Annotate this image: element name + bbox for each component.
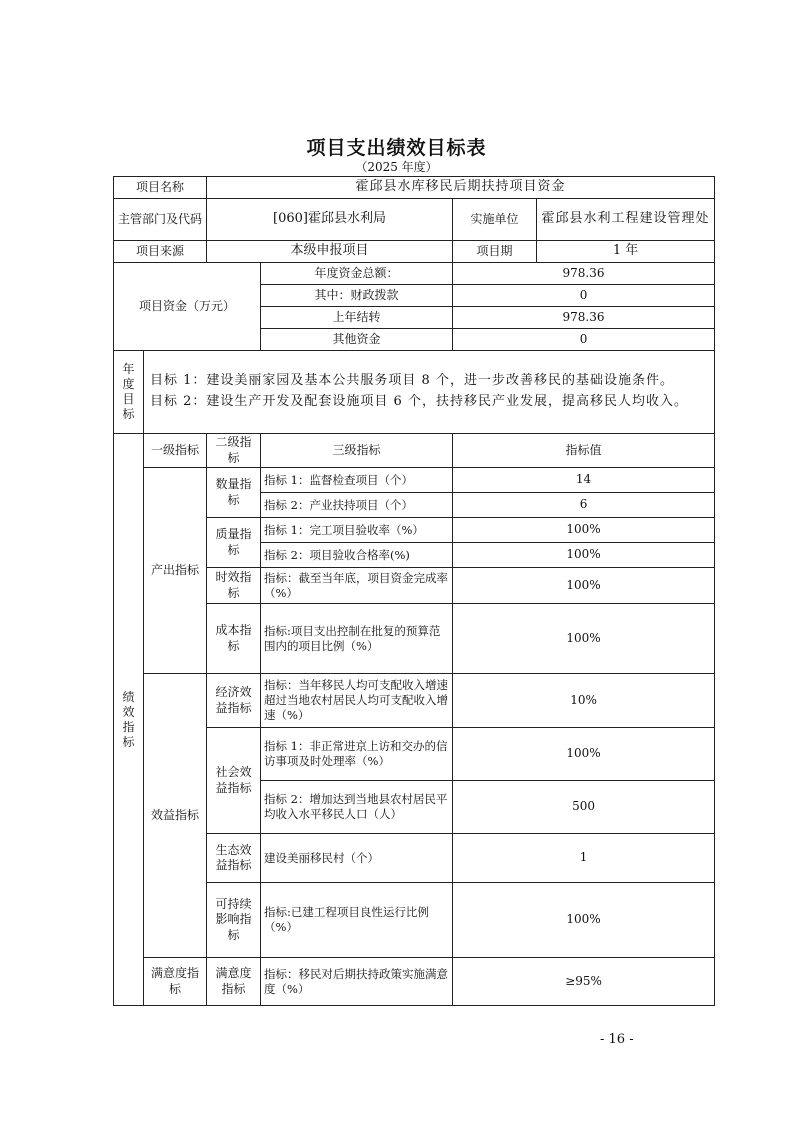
indicator-value: 100% <box>453 883 715 958</box>
funds-row-label: 年度资金总额： <box>261 263 453 285</box>
indicator-text: 指标 1：完工项目验收率（%） <box>261 518 453 543</box>
indicator-value: 6 <box>453 493 715 518</box>
indicator-text: 指标：当年移民人均可支配收入增速超过当地农村居民人均可支配收入增速（%） <box>261 674 453 728</box>
period-value: 1 年 <box>537 241 715 263</box>
header-value: 指标值 <box>453 434 715 468</box>
funds-row-value: 978.36 <box>453 263 715 285</box>
table-row <box>114 351 715 434</box>
indicator-value: 500 <box>453 781 715 834</box>
indicator-value: 1 <box>453 834 715 883</box>
table-row <box>114 263 715 285</box>
indicator-value: ≥95% <box>453 958 715 1006</box>
indicator-text: 指标 1：监督检查项目（个） <box>261 468 453 493</box>
indicator-value: 100% <box>453 568 715 604</box>
indicator-text: 指标 2：产业扶持项目（个） <box>261 493 453 518</box>
indicator-text: 指标：移民对后期扶持政策实施满意度（%） <box>261 958 453 1006</box>
indicator-text: 指标 2：项目验收合格率(%) <box>261 543 453 568</box>
indicator-value: 100% <box>453 518 715 543</box>
goals-label: 年度目标 <box>114 351 144 434</box>
quality-label: 质量指标 <box>207 518 261 568</box>
funds-row-value: 0 <box>453 285 715 307</box>
impl-value: 霍邱县水利工程建设管理处 <box>537 199 715 241</box>
indicator-value: 14 <box>453 468 715 493</box>
source-label: 项目来源 <box>114 241 207 263</box>
sustain-label: 可持续影响指标 <box>207 883 261 958</box>
table-row <box>114 468 715 493</box>
table-row <box>114 434 715 468</box>
funds-label: 项目资金（万元） <box>114 263 261 351</box>
goals-content <box>144 351 715 434</box>
eco-label: 生态效益指标 <box>207 834 261 883</box>
indicator-value: 10% <box>453 674 715 728</box>
page-title: 项目支出绩效目标表 <box>306 137 487 159</box>
funds-row-label: 上年结转 <box>261 307 453 329</box>
header-level3: 三级指标 <box>261 434 453 468</box>
table-row <box>114 958 715 1006</box>
indicator-value: 100% <box>453 543 715 568</box>
impl-label: 实施单位 <box>453 199 537 241</box>
page-subtitle: （2025 年度） <box>355 160 438 174</box>
funds-row-label: 其中：财政拨款 <box>261 285 453 307</box>
dept-label: 主管部门及代码 <box>114 199 207 241</box>
project-name-label: 项目名称 <box>114 177 207 199</box>
benefit-label: 效益指标 <box>144 674 207 958</box>
project-name: 霍邱县水库移民后期扶持项目资金 <box>207 177 715 199</box>
dept-value: [060]霍邱县水利局 <box>207 199 453 241</box>
goal-1: 目标 1：建设美丽家园及基本公共服务项目 8 个，进一步改善移民的基础设施条件。 <box>150 373 674 389</box>
output-label: 产出指标 <box>144 468 207 674</box>
goal-2: 目标 2：建设生产开发及配套设施项目 6 个，扶持移民产业发展，提高移民人均收入。 <box>150 394 688 409</box>
indicator-value: 100% <box>453 728 715 781</box>
table-row <box>114 177 715 199</box>
indicator-text: 建设美丽移民村（个） <box>261 834 453 883</box>
quantity-label: 数量指标 <box>207 468 261 518</box>
satisfaction-label: 满意度指标 <box>144 958 207 1006</box>
period-label: 项目期 <box>453 241 537 263</box>
indicator-text: 指标：截至当年底，项目资金完成率（%） <box>261 568 453 604</box>
funds-row-label: 其他资金 <box>261 329 453 351</box>
indicator-text: 指标:项目支出控制在批复的预算范围内的项目比例（%） <box>261 604 453 674</box>
indicator-text: 指标 1：非正常进京上访和交办的信访事项及时处理率（%） <box>261 728 453 781</box>
header-level2: 二级指标 <box>207 434 261 468</box>
table-row <box>114 199 715 241</box>
table-row <box>114 674 715 728</box>
source-value: 本级申报项目 <box>207 241 453 263</box>
time-label: 时效指标 <box>207 568 261 604</box>
funds-row-value: 0 <box>453 329 715 351</box>
page-number: - 16 - <box>600 1032 634 1047</box>
econ-label: 经济效益指标 <box>207 674 261 728</box>
social-label: 社会效益指标 <box>207 728 261 834</box>
table-row <box>114 241 715 263</box>
header-level1: 一级指标 <box>144 434 207 468</box>
indicator-text: 指标:已建工程项目良性运行比例（%） <box>261 883 453 958</box>
funds-row-value: 978.36 <box>453 307 715 329</box>
perf-label: 绩效指标 <box>114 434 144 1006</box>
cost-label: 成本指标 <box>207 604 261 674</box>
indicator-text: 指标 2：增加达到当地县农村居民平均收入水平移民人口（人） <box>261 781 453 834</box>
indicator-value: 100% <box>453 604 715 674</box>
performance-table <box>113 176 715 1006</box>
satisfaction-level2-label: 满意度指标 <box>207 958 261 1006</box>
